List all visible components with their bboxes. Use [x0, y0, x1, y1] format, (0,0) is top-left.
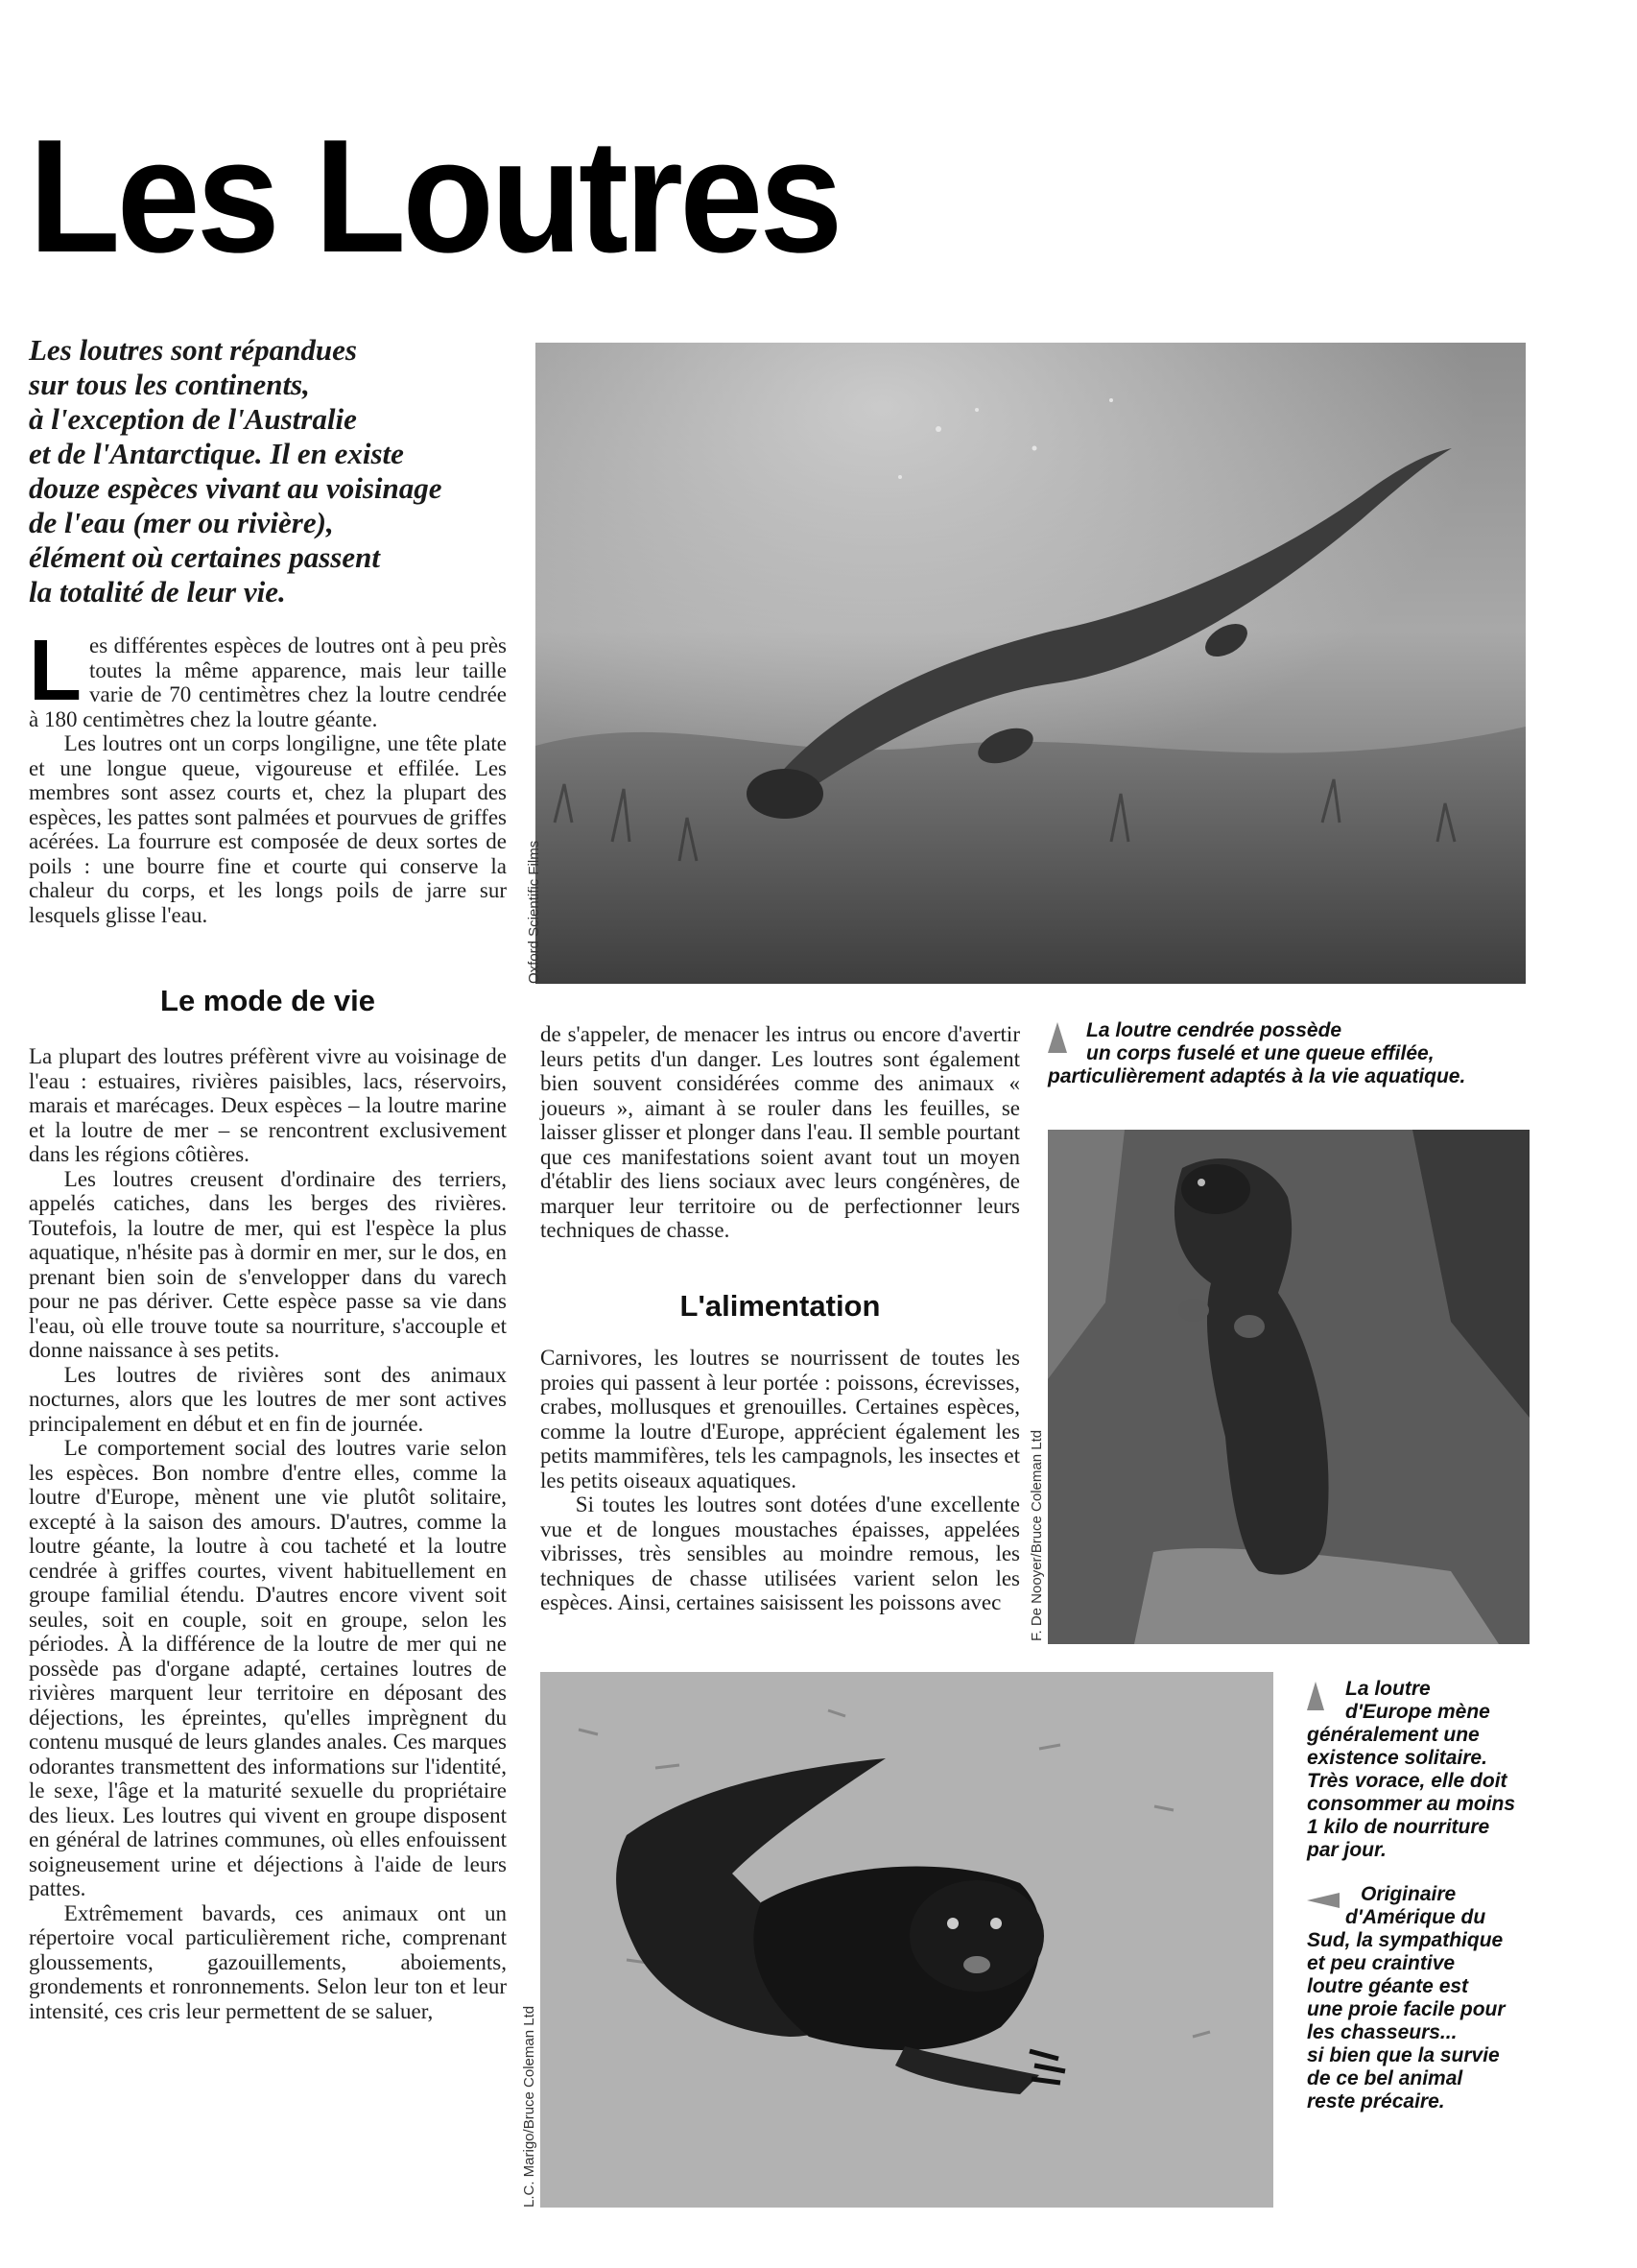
body-paragraph: es différentes espèces de loutres ont à peu près toutes la même apparence, mais leur taille varie de 70 centimètres chez la loutre cendrée à 180 centimètres chez la loutre géante. [29, 633, 507, 731]
underwater-otter-image [535, 343, 1526, 984]
body-paragraph: de s'appeler, de menacer les intrus ou encore d'avertir leurs petits d'un danger. Les loutres sont également bien souvent considérées comme des animaux « joueurs », aimant à se rouler dans les feuilles, se laisser glisser et plonger dans l'eau. Il semble pourtant que ces manifestations soient avant tout un moyen d'établir des liens sociaux avec leurs congénères, de marquer leur territoire ou de perfectionner leurs techniques de chasse. [540, 1022, 1020, 1242]
column-1-top [29, 623, 507, 927]
body-paragraph: Les loutres creusent d'ordinaire des terriers, appelés catiches, dans les berges des rivières. Toutefois, la loutre de mer, qui est l'espèce la plus aquatique, n'hésite pas à dormir en mer, sur le dos, en prenant bien soin de s'envelopper dans du varech pour ne pas dériver. Cette espèce passe sa vie dans l'eau, où elle trouve toute sa nourriture, s'accouple et donne naissance à ses petits. [29, 1166, 507, 1362]
lying-otter-image [540, 1672, 1273, 2208]
caption-line: une proie facile pour [1307, 1998, 1506, 2020]
intro-lead [29, 333, 528, 609]
column-1-bottom [29, 1044, 507, 2023]
section-heading-alimentation: L'alimentation [679, 1289, 881, 1323]
intro-line: douze espèces vivant au voisinage [29, 471, 442, 505]
caption-arrow-icon [1307, 1682, 1324, 1710]
drop-cap: L [29, 623, 82, 719]
intro-line: la totalité de leur vie. [29, 575, 286, 609]
intro-line: à l'exception de l'Australie [29, 402, 357, 436]
photo-credit: F. De Nooyer/Bruce Coleman Ltd [1029, 1429, 1045, 1641]
body-paragraph: La plupart des loutres préfèrent vivre au voisinage de l'eau : estuaires, rivières paisibles, lacs, réservoirs, marais et marécages. Deux espèces – la loutre marine et la loutre de mer – se rencontrent exclusivement dans les régions côtières. [29, 1044, 507, 1166]
intro-line: élément où certaines passent [29, 540, 380, 574]
caption-line: Très vorace, elle doit [1307, 1770, 1507, 1792]
caption-line: Sud, la sympathique [1307, 1929, 1504, 1951]
caption-line: existence solitaire. [1307, 1747, 1487, 1769]
caption-line: Originaire [1361, 1883, 1457, 1905]
caption-line: loutre géante est [1307, 1975, 1469, 1997]
body-paragraph: Si toutes les loutres sont dotées d'une excellente vue et de longues moustaches épaisses, appelées vibrisses, très sensibles au moindre remous, les techniques de chasse utilisées varient selon les espèces. Ainsi, certaines saisissent les poissons avec [540, 1492, 1020, 1614]
caption-arrow-icon [1048, 1022, 1067, 1053]
page-title: Les Loutres [29, 106, 840, 286]
body-paragraph: Le comportement social des loutres varie selon les espèces. Bon nombre d'entre elles, comme la loutre d'Europe, mènent une vie plutôt solitaire, excepté à la saison des amours. D'autres, comme la loutre géante, la loutre à cou tacheté et la loutre cendrée à griffes courtes, vivent habituellement en groupe familial étendu. D'autres encore vivent soit seules, soit en couple, soit en groupe, selon les périodes. À la différence de la loutre de mer qui ne possède pas d'organe adapté, certaines loutres de rivières marquent leur territoire en déposant des déjections, les épreintes, qu'elles imprègnent du contenu musqué de leurs glandes anales. Ces marques odorantes transmettent des informations sur l'identité, le sexe, l'âge et la maturité sexuelle du propriétaire des lieux. Les loutres qui vivent en groupe disposent en général de latrines communes, où elles enfouissent soigneusement urine et déjections à l'aide de leurs pattes. [29, 1436, 507, 1900]
caption-line: si bien que la survie [1307, 2044, 1500, 2066]
caption-loutre-europe [1307, 1678, 1547, 1862]
photo-otter-underwater [535, 343, 1526, 984]
caption-line: d'Europe mène [1345, 1701, 1490, 1723]
caption-loutre-geante [1307, 1883, 1547, 2113]
caption-line: les chasseurs... [1307, 2021, 1458, 2043]
intro-line: Les loutres sont répandues [29, 333, 357, 367]
caption-line: 1 kilo de nourriture [1307, 1816, 1490, 1838]
caption-line: d'Amérique du [1345, 1906, 1486, 1928]
caption-line: et peu craintive [1307, 1952, 1456, 1974]
photo-otter-standing [1048, 1130, 1530, 1644]
caption-arrow-icon [1307, 1893, 1340, 1908]
caption-line: consommer au moins [1307, 1793, 1516, 1815]
intro-line: de l'eau (mer ou rivière), [29, 506, 334, 539]
caption-line: un corps fuselé et une queue effilée, [1086, 1042, 1435, 1064]
photo-otter-lying [540, 1672, 1273, 2208]
caption-line: de ce bel animal [1307, 2067, 1463, 2089]
section-heading-mode-de-vie: Le mode de vie [160, 984, 375, 1017]
column-2-top [540, 1022, 1020, 1243]
caption-loutre-cendree [1048, 1019, 1537, 1088]
intro-line: et de l'Antarctique. Il en existe [29, 437, 404, 470]
caption-line: La loutre cendrée possède [1086, 1019, 1342, 1041]
body-paragraph: Les loutres de rivières sont des animaux nocturnes, alors que les loutres de mer sont actives principalement en début et en fin de journée. [29, 1362, 507, 1436]
body-paragraph: Carnivores, les loutres se nourrissent de toutes les proies qui passent à leur portée : poissons, écrevisses, crabes, mollusques et grenouilles. Certaines espèces, comme la loutre d'Europe, apprécient également les petits mammifères, tels les campagnols, les insectes et les petits oiseaux aquatiques. [540, 1346, 1020, 1492]
body-paragraph: Extrêmement bavards, ces animaux ont un répertoire vocal particulièrement riche, comprenant gloussements, gazouillements, aboiements, grondements et ronronnements. Selon leur ton et leur intensité, ces cris leur permettent de se saluer, [29, 1900, 507, 2023]
caption-line: généralement une [1307, 1724, 1480, 1746]
caption-line: reste précaire. [1307, 2090, 1445, 2113]
photo-credit: Oxford Scientific Films [526, 840, 542, 984]
intro-line: sur tous les continents, [29, 368, 310, 401]
column-2-bottom [540, 1346, 1020, 1615]
photo-credit: L.C. Marigo/Bruce Coleman Ltd [521, 2005, 537, 2208]
caption-line: par jour. [1307, 1839, 1387, 1861]
caption-line: La loutre [1345, 1678, 1431, 1700]
caption-line: particulièrement adaptés à la vie aquatique. [1048, 1065, 1466, 1087]
body-paragraph: Les loutres ont un corps longiligne, une tête plate et une longue queue, vigoureuse et effilée. Les membres sont assez courts et, chez la plupart des espèces, les pattes sont palmées et pourvues de griffes acérées. La fourrure est composée de deux sortes de poils : une bourre fine et courte qui conserve la chaleur du corps, et les longs poils de jarre sur lesquels glisse l'eau. [29, 731, 507, 927]
standing-otter-image [1048, 1130, 1530, 1644]
